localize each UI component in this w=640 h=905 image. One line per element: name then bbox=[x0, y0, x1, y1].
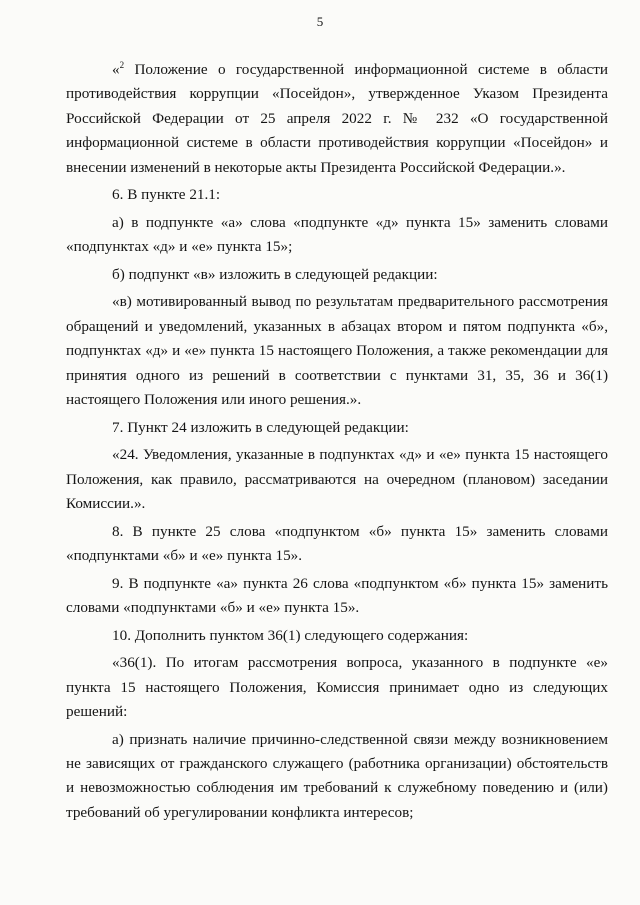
page-number: 5 bbox=[316, 14, 324, 29]
paragraph-1-quote: « bbox=[112, 61, 120, 78]
paragraph-11: «36(1). По итогам рассмотрения вопроса, указанного в подпункте «е» пункта 15 настоящего Положения, Комиссия принимает одно из следующих решений: bbox=[66, 654, 608, 721]
paragraph-6: 7. Пункт 24 изложить в следующей редакции: bbox=[112, 418, 409, 436]
paragraph-1-text: Положение о государственной информационной системе в области противодействия коррупции «Посейдон», утвержденное Указом Президента Российской Федерации от 25 апреля 2022 г. № 232 «О государственной информационной системе в области противодействия коррупции «Посейдон» и внесении изменений в некоторые акты Президента Российской Федерации.». bbox=[66, 61, 608, 176]
document-body bbox=[66, 58, 608, 828]
paragraph-12: а) признать наличие причинно-следственной связи между возникновением не зависящих от гражданского служащего (работника организации) обстоятельств и невозможностью соблюдения им требований к служебному поведению и (или) требований об урегулировании конфликта интересов; bbox=[66, 730, 608, 821]
paragraph-4: б) подпункт «в» изложить в следующей редакции: bbox=[112, 265, 438, 283]
footnote-marker: 2 bbox=[119, 59, 125, 70]
paragraph-3: а) в подпункте «а» слова «подпункте «д» пункта 15» заменить словами «подпунктах «д» и «е» пункта 15»; bbox=[66, 213, 608, 256]
paragraph-7: «24. Уведомления, указанные в подпунктах «д» и «е» пункта 15 настоящего Положения, как правило, рассматриваются на очередном (плановом) заседании Комиссии.». bbox=[66, 446, 608, 513]
paragraph-9: 9. В подпункте «а» пункта 26 слова «подпунктом «б» пункта 15» заменить словами «подпунктами «б» и «е» пункта 15». bbox=[66, 574, 608, 617]
paragraph-10: 10. Дополнить пунктом 36(1) следующего содержания: bbox=[112, 626, 469, 644]
paragraph-2: 6. В пункте 21.1: bbox=[112, 186, 221, 204]
paragraph-1 bbox=[66, 58, 608, 180]
paragraph-5: «в) мотивированный вывод по результатам предварительного рассмотрения обращений и уведомлений, указанных в абзацах втором и пятом подпункта «б», подпунктах «д» и «е» пункта 15 настоящего Положения, а также рекомендации для принятия одного из решений в соответствии с пунктами 31, 35, 36 и 36(1) настоящего Положения или иного решения.». bbox=[66, 293, 608, 409]
paragraph-8: 8. В пункте 25 слова «подпунктом «б» пункта 15» заменить словами «подпунктами «б» и «е» пункта 15». bbox=[66, 522, 608, 565]
